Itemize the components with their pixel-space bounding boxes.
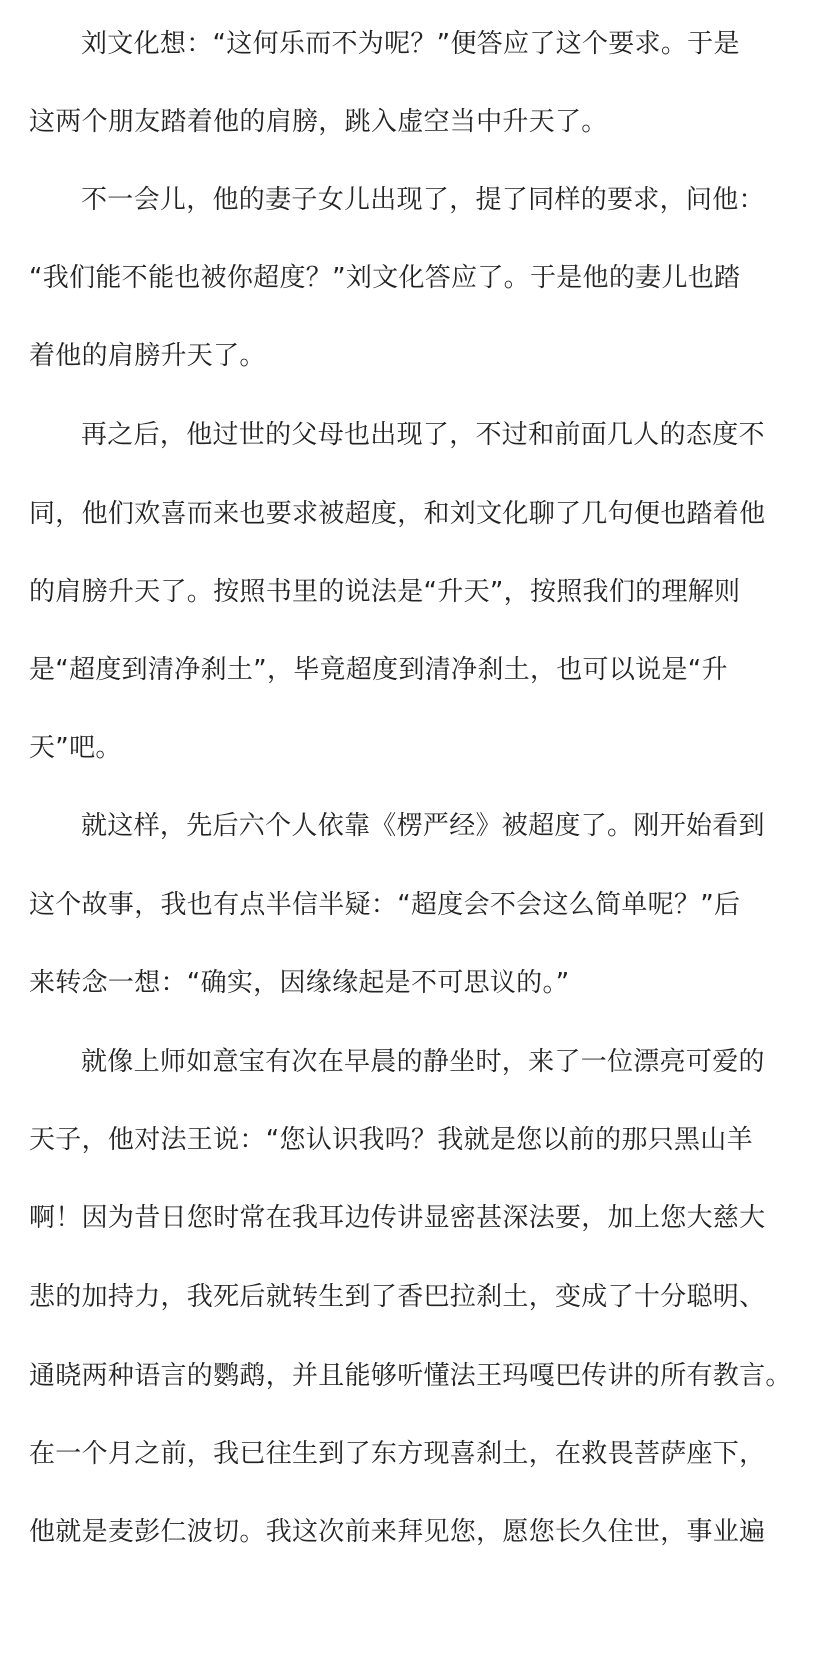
text-line: 天”吧。 [29,733,122,763]
text-line: 悲的加持力，我死后就转生到了香巴拉刹土，变成了十分聪明、 [29,1282,766,1312]
text-line: 同，他们欢喜而来也要求被超度，和刘文化聊了几句便也踏着他 [29,499,766,529]
text-line: 这个故事，我也有点半信半疑：“超度会不会这么简单呢？”后 [29,890,741,920]
text-line: 再之后，他过世的父母也出现了，不过和前面几人的态度不 [81,420,765,450]
text-line: 通晓两种语言的鹦鹉，并且能够听懂法王玛嘎巴传讲的所有教言。 [29,1361,792,1391]
text-line: 在一个月之前，我已往生到了东方现喜刹土，在救畏菩萨座下， [29,1439,766,1469]
text-line: 是“超度到清净刹土”，毕竟超度到清净刹土，也可以说是“升 [29,655,728,685]
text-line: 的肩膀升天了。按照书里的说法是“升天”，按照我们的理解则 [29,577,741,607]
text-line: 他就是麦彭仁波切。我这次前来拜见您，愿您长久住世，事业遍 [29,1517,766,1547]
text-line: 着他的肩膀升天了。 [29,341,266,371]
text-line: 这两个朋友踏着他的肩膀，跳入虚空当中升天了。 [29,107,608,137]
text-line: 就像上师如意宝有次在早晨的静坐时，来了一位漂亮可爱的 [81,1047,765,1077]
text-line: 天子，他对法王说：“您认识我吗？我就是您以前的那只黑山羊 [29,1125,753,1155]
text-line: 就这样，先后六个人依靠《楞严经》被超度了。刚开始看到 [81,811,765,841]
text-line: 来转念一想：“确实，因缘缘起是不可思议的。” [29,968,570,998]
text-line: 不一会儿，他的妻子女儿出现了，提了同样的要求，问他： [81,185,765,215]
text-line: “我们能不能也被你超度？”刘文化答应了。于是他的妻儿也踏 [29,263,741,293]
text-line: 刘文化想：“这何乐而不为呢？”便答应了这个要求。于是 [81,29,740,59]
text-line: 啊！因为昔日您时常在我耳边传讲显密甚深法要，加上您大慈大 [29,1203,766,1233]
